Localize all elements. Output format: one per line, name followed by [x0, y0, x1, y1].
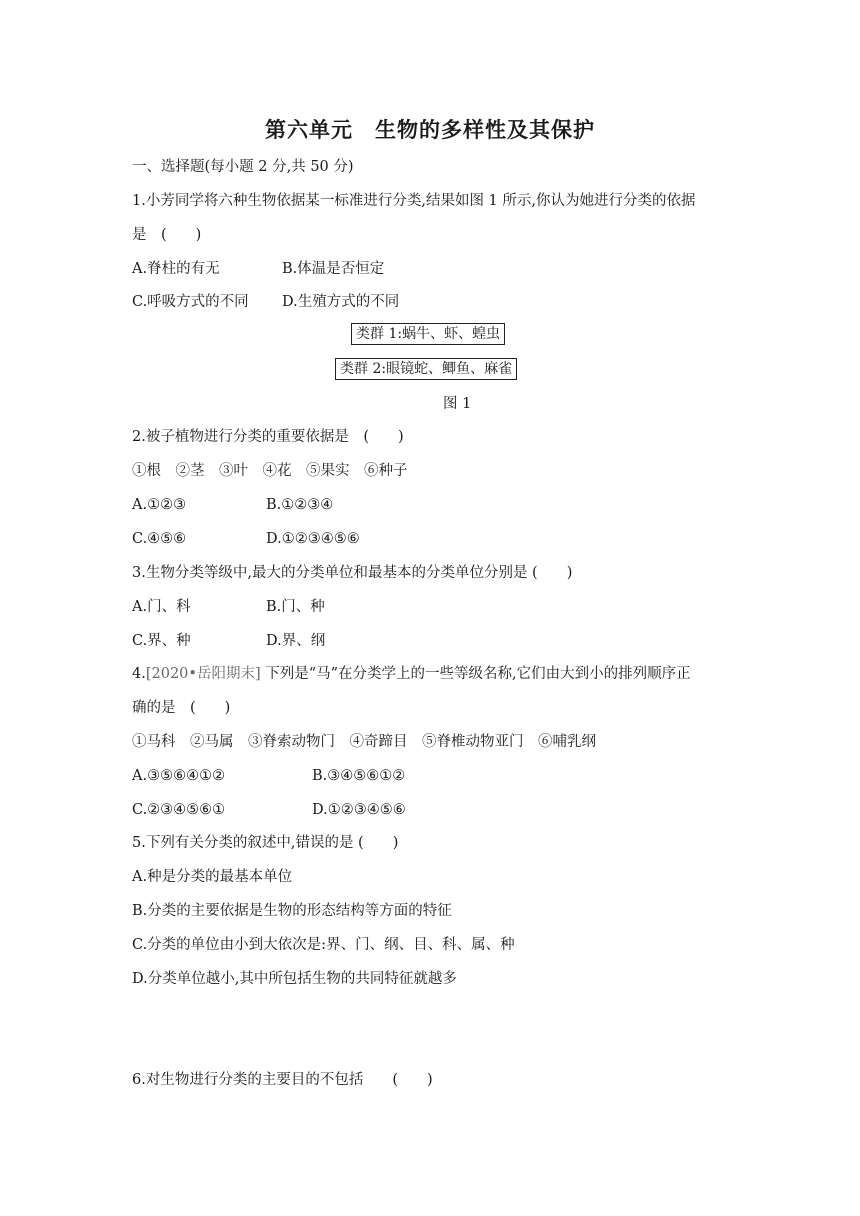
q3-option-c: C.界、种: [132, 633, 191, 649]
q4-option-c: C.②③④⑤⑥①: [132, 802, 226, 818]
q5-option-b: B.分类的主要依据是生物的形态结构等方面的特征: [132, 903, 452, 919]
section-heading: 一、选择题(每小题 2 分,共 50 分): [132, 159, 354, 175]
q1-option-c: C.呼吸方式的不同: [132, 294, 249, 310]
q5-option-c: C.分类的单位由小到大依次是:界、门、纲、目、科、属、种: [132, 937, 515, 953]
q1-stem-line1: 1.小芳同学将六种生物依据某一标准进行分类,结果如图 1 所示,你认为她进行分类的依据: [132, 193, 696, 209]
q3-stem: 3.生物分类等级中,最大的分类单位和最基本的分类单位分别是 ( ): [132, 565, 573, 581]
q2-items: ①根 ②茎 ③叶 ④花 ⑤果实 ⑥种子: [132, 463, 408, 479]
q2-option-a: A.①②③: [132, 497, 187, 513]
q4-option-d: D.①②③④⑤⑥: [312, 802, 406, 818]
q2-stem: 2.被子植物进行分类的重要依据是 ( ): [132, 429, 404, 445]
q3-option-b: B.门、种: [266, 599, 325, 615]
q1-stem-line2: 是 ( ): [132, 227, 202, 243]
q5-stem: 5.下列有关分类的叙述中,错误的是 ( ): [132, 835, 399, 851]
q1-option-a: A.脊柱的有无: [132, 261, 220, 277]
q4-stem-line1: [132, 664, 691, 684]
q2-option-d: D.①②③④⑤⑥: [266, 531, 360, 547]
q4-option-a: A.③⑤⑥④①②: [132, 768, 226, 784]
q3-option-d: D.界、纲: [266, 633, 326, 649]
q5-option-d: D.分类单位越小,其中所包括生物的共同特征就越多: [132, 971, 457, 987]
q1-option-b: B.体温是否恒定: [282, 261, 385, 277]
figure1-group1-box: 类群 1:蜗牛、虾、蝗虫: [351, 323, 505, 345]
q6-stem: 6.对生物进行分类的主要目的不包括 ( ): [132, 1072, 433, 1088]
q5-option-a: A.种是分类的最基本单位: [132, 869, 293, 885]
q2-option-c: C.④⑤⑥: [132, 531, 187, 547]
figure1-caption: 图 1: [443, 396, 472, 412]
q2-option-b: B.①②③④: [266, 497, 334, 513]
q4-option-b: B.③④⑤⑥①②: [312, 768, 406, 784]
q4-source-tag: [2020•岳阳期末]: [145, 666, 261, 682]
q1-option-d: D.生殖方式的不同: [282, 294, 400, 310]
q4-stem-line2: 确的是 ( ): [132, 700, 231, 716]
q3-option-a: A.门、科: [132, 599, 191, 615]
q4-stem-text: 下列是“马”在分类学上的一些等级名称,它们由大到小的排列顺序正: [260, 666, 691, 682]
q4-items: ①马科 ②马属 ③脊索动物门 ④奇蹄目 ⑤脊椎动物亚门 ⑥哺乳纲: [132, 734, 596, 750]
q4-number: 4.: [132, 666, 146, 682]
unit-title: 第六单元 生物的多样性及其保护: [265, 118, 595, 142]
figure1-group2-box: 类群 2:眼镜蛇、鲫鱼、麻雀: [335, 358, 517, 380]
